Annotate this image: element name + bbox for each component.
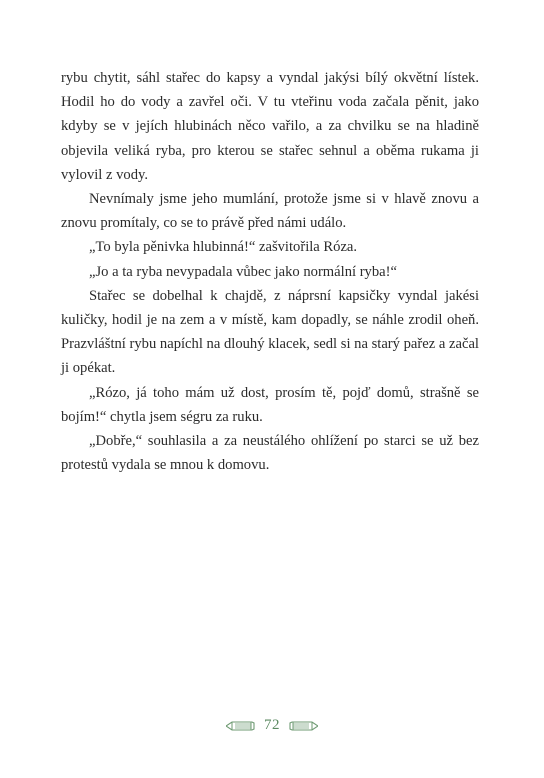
- pencil-left-icon: [226, 719, 256, 731]
- paragraph-dialogue: „To byla pěnivka hlubinná!“ zašvitořila Róza.: [89, 239, 358, 256]
- paragraph-dialogue: „Dobře,“ souhlasila a za neustálého ohlížení po starci se už bez protestů vydala se mnou k domovu.: [61, 433, 479, 474]
- paragraph-dialogue: „Rózo, já toho mám už dost, prosím tě, pojď domů, strašně se bojím!“ chytla jsem ségru za ruku.: [61, 384, 479, 425]
- paragraph: Stařec se dobelhal k chajdě, z náprsní kapsičky vyndal jakési kuličky, hodil je na zem a v místě, kam dopadly, se náhle zrodil oheň. Prazvláštní rybu napíchl na dlouhý klacek, sedl si na starý pařez a začal ji opékat.: [61, 287, 479, 377]
- paragraph-dialogue: „Jo a ta ryba nevypadala vůbec jako normální ryba!“: [89, 263, 397, 280]
- page-footer: [0, 714, 544, 736]
- page-number: 72: [264, 716, 280, 733]
- body-text: [61, 66, 479, 477]
- paragraph: Nevnímaly jsme jeho mumlání, protože jsme si v hlavě znovu a znovu promítaly, co se to právě před námi událo.: [61, 191, 479, 232]
- pencil-right-icon: [288, 719, 318, 731]
- paragraph-continuation: rybu chytit, sáhl stařec do kapsy a vyndal jakýsi bílý okvětní lístek. Hodil ho do vody a zavřel oči. V tu vteřinu voda začala pěnit, jako kdyby se v jejích hlubinách něco vařilo, a za chvilku se na hladině objevila veliká ryba, pro kterou se stařec sehnul a oběma rukama ji vylovil z vody.: [61, 70, 479, 183]
